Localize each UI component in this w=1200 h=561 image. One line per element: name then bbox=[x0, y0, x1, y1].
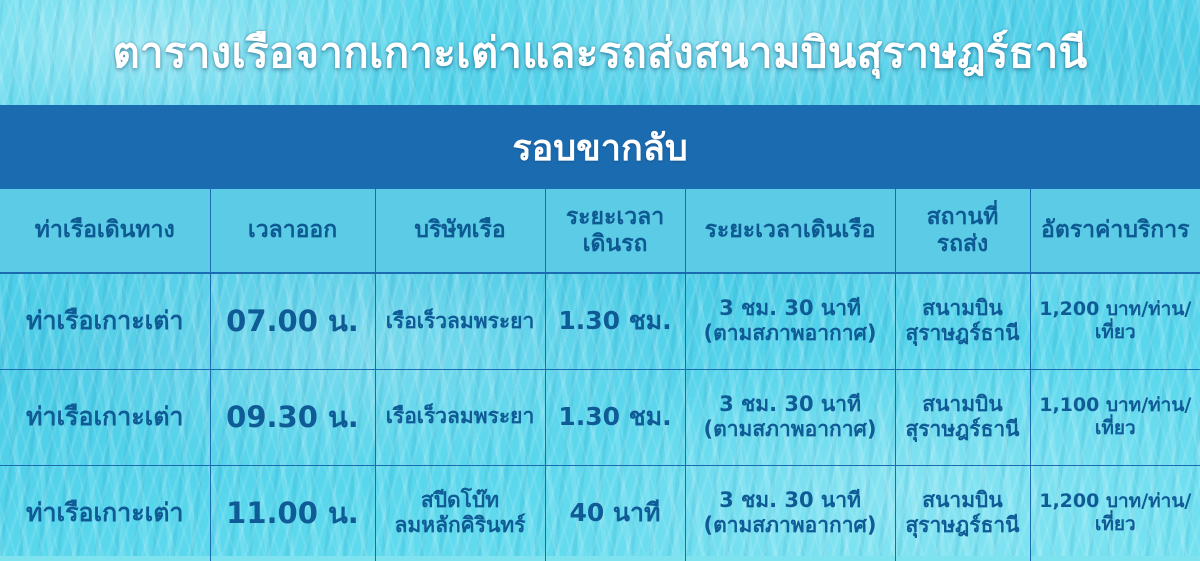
cell-bus-duration: 1.30 ชม. bbox=[545, 273, 685, 369]
table-row bbox=[0, 369, 1200, 465]
cell-dropoff-place bbox=[895, 465, 1030, 561]
cell-boat-duration-line1: 3 ชม. 30 นาที bbox=[719, 391, 861, 416]
cell-boat-duration bbox=[685, 465, 895, 561]
cell-dropoff-place-line1: สนามบิน bbox=[922, 391, 1003, 416]
schedule-table-wrapper bbox=[0, 189, 1200, 561]
cell-boat-duration bbox=[685, 369, 895, 465]
column-header-port bbox=[0, 189, 210, 273]
column-header-boat-duration bbox=[685, 189, 895, 273]
cell-boat-duration-line2: (ตามสภาพอากาศ) bbox=[703, 417, 877, 441]
cell-boat-duration-line1: 3 ชม. 30 นาที bbox=[719, 488, 861, 513]
section-header-label: รอบขากลับ bbox=[512, 127, 688, 169]
column-header-boat-company-line1: บริษัทเรือ bbox=[414, 217, 506, 244]
column-header-boat-duration-line1: ระยะเวลาเดินเรือ bbox=[704, 217, 876, 244]
column-header-departure-time bbox=[210, 189, 375, 273]
page-title: ตารางเรือจากเกาะเต่าและรถส่งสนามบินสุราษฎร์ธานี bbox=[112, 27, 1088, 77]
cell-boat-company-line1: สปีดโบ๊ท bbox=[420, 488, 500, 513]
table-row bbox=[0, 465, 1200, 561]
cell-dropoff-place bbox=[895, 273, 1030, 369]
column-header-dropoff-place-line2: รถส่ง bbox=[936, 230, 989, 257]
cell-departure-time: 11.00 น. bbox=[210, 465, 375, 561]
table-body bbox=[0, 273, 1200, 561]
cell-dropoff-place-line1: สนามบิน bbox=[922, 488, 1003, 513]
cell-bus-duration: 1.30 ชม. bbox=[545, 369, 685, 465]
column-header-bus-duration-line1: ระยะเวลา bbox=[565, 204, 665, 231]
cell-boat-duration-line1: 3 ชม. 30 นาที bbox=[719, 296, 861, 321]
table-head bbox=[0, 189, 1200, 273]
cell-price: 1,200 บาท/ท่าน/เที่ยว bbox=[1030, 273, 1200, 369]
column-header-boat-company bbox=[375, 189, 545, 273]
cell-dropoff-place-line2: สุราษฎร์ธานี bbox=[905, 417, 1020, 441]
cell-port: ท่าเรือเกาะเต่า bbox=[0, 273, 210, 369]
cell-dropoff-place-line1: สนามบิน bbox=[922, 296, 1003, 321]
cell-departure-time: 07.00 น. bbox=[210, 273, 375, 369]
column-header-price bbox=[1030, 189, 1200, 273]
cell-port: ท่าเรือเกาะเต่า bbox=[0, 465, 210, 561]
cell-boat-duration bbox=[685, 273, 895, 369]
cell-boat-company bbox=[375, 465, 545, 561]
column-header-port-line1: ท่าเรือเดินทาง bbox=[34, 217, 175, 244]
cell-boat-company-line1: เรือเร็วลมพระยา bbox=[385, 308, 535, 333]
table-header-row bbox=[0, 189, 1200, 273]
cell-price: 1,100 บาท/ท่าน/เที่ยว bbox=[1030, 369, 1200, 465]
column-header-dropoff-place bbox=[895, 189, 1030, 273]
column-header-departure-time-line1: เวลาออก bbox=[247, 217, 338, 244]
cell-boat-company bbox=[375, 273, 545, 369]
cell-boat-company-line1: เรือเร็วลมพระยา bbox=[385, 404, 535, 429]
cell-price: 1,200 บาท/ท่าน/เที่ยว bbox=[1030, 465, 1200, 561]
cell-departure-time: 09.30 น. bbox=[210, 369, 375, 465]
schedule-table bbox=[0, 189, 1200, 561]
cell-boat-company-line2: ลมหลักคิรินทร์ bbox=[394, 513, 526, 538]
cell-bus-duration: 40 นาที bbox=[545, 465, 685, 561]
column-header-dropoff-place-line1: สถานที่ bbox=[926, 204, 999, 231]
cell-dropoff-place-line2: สุราษฎร์ธานี bbox=[905, 513, 1020, 538]
column-header-bus-duration-line2: เดินรถ bbox=[582, 230, 648, 257]
column-header-price-line1: อัตราค่าบริการ bbox=[1041, 217, 1190, 244]
column-header-bus-duration bbox=[545, 189, 685, 273]
section-header-bar bbox=[0, 105, 1200, 189]
cell-boat-duration-line2: (ตามสภาพอากาศ) bbox=[703, 513, 877, 538]
table-row bbox=[0, 273, 1200, 369]
cell-dropoff-place-line2: สุราษฎร์ธานี bbox=[905, 321, 1020, 346]
cell-port: ท่าเรือเกาะเต่า bbox=[0, 369, 210, 465]
cell-dropoff-place bbox=[895, 369, 1030, 465]
cell-boat-duration-line2: (ตามสภาพอากาศ) bbox=[703, 321, 877, 346]
title-banner bbox=[0, 0, 1200, 105]
cell-boat-company bbox=[375, 369, 545, 465]
